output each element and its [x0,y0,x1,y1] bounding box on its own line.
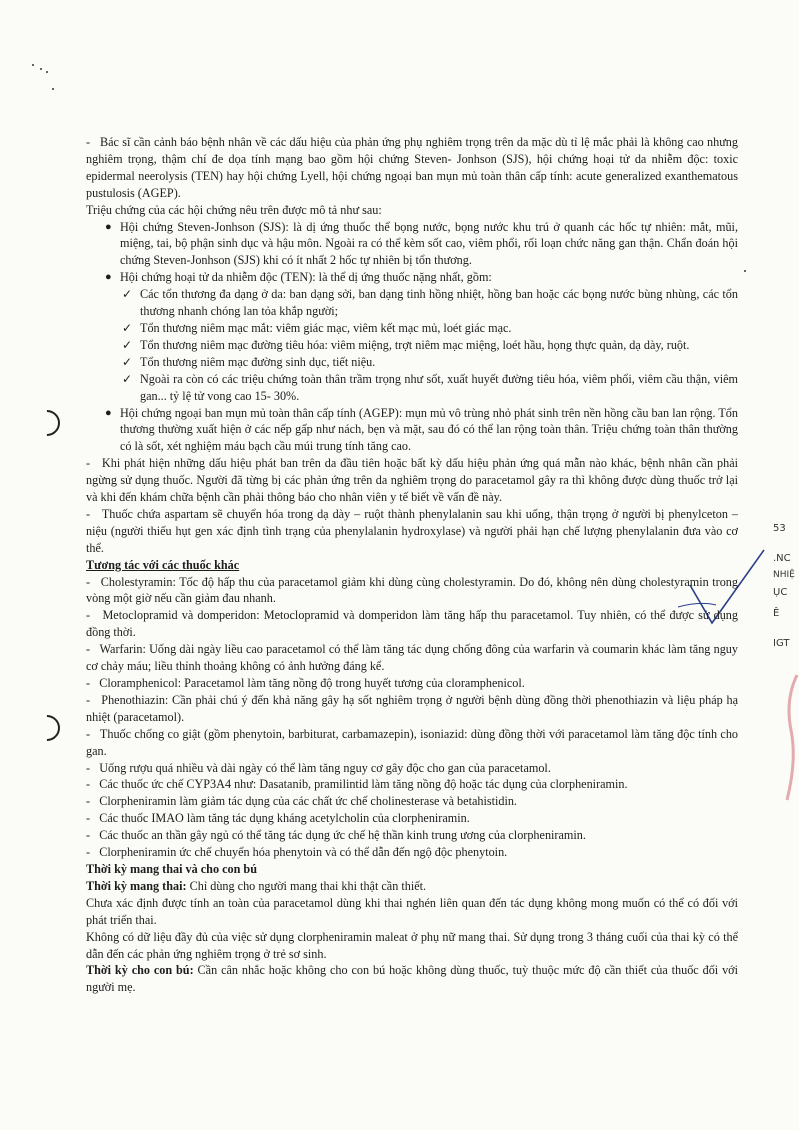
interaction-item: - Các thuốc ức chế CYP3A4 như: Dasatanib, pramilintid làm tăng nồng độ hoặc tác dụng của clorpheniramin. [86,777,628,792]
margin-fragment: 53 [773,523,786,534]
margin-fragment: NHIỆ [773,570,795,580]
interaction-text: Cholestyramin: Tốc độ hấp thu của paracetamol giảm khi dùng cùng cholestyramin. Do đó, không nên dùng cholestyramin trong vòng một giờ nếu cần giảm đau nhanh. [86,574,738,606]
interaction-text: Thuốc chống co giật (gồm phenytoin, barbiturat, carbamazepin), isoniazid: dùng đồng thời với paracetamol làm tăng độc tính cho gan. [86,726,739,758]
interaction-text: Cloramphenicol: Paracetamol làm tăng nồng độ trong huyết tương của cloramphenicol. [99,676,525,690]
interaction-text: Phenothiazin: Cần phải chú ý đến khả năng gây hạ sốt nghiêm trọng ở người bệnh dùng đồng thời phenothiazin và liệu pháp hạ nhiệt (paracetamol). [86,692,738,724]
checkmark-icon: ✓ [122,337,133,352]
interaction-item: - Cholestyramin: Tốc độ hấp thu của paracetamol giảm khi dùng cùng cholestyramin. Do đó, không nên dùng cholestyramin trong vòng một giờ nếu cần giảm đau nhanh. [86,574,738,606]
pregnancy-text: Chỉ dùng cho người mang thai khi thật cần thiết. [186,878,427,893]
interaction-item: - Clorpheniramin làm giảm tác dụng của các chất ức chế cholinesterase và betahistidin. [86,794,517,809]
pregnancy-label: Thời kỳ mang thai: [86,878,187,893]
interaction-text: Metoclopramid và domperidon: Metoclopramid và domperidon làm tăng hấp thu paracetamol. Tuy nhiên, có thể được sử dụng đồng thời. [86,608,738,640]
interaction-item: - Clorpheniramin ức chế chuyển hóa phenytoin và có thể dẫn đến ngộ độc phenytoin. [86,845,508,860]
red-stamp-edge [781,670,799,810]
scan-speck [32,64,34,66]
ten-item-text: Ngoài ra còn có các triệu chứng toàn thân trầm trọng như sốt, xuất huyết đường tiêu hóa, viêm phổi, viêm cầu thận, viêm gan... tỷ lệ tử vong cao 15- 30%. [140,371,738,403]
checkmark-icon: ✓ [122,320,133,335]
ten-item [86,354,738,371]
interaction-item: - Các thuốc an thần gây ngủ có thể tăng tác dụng ức chế hệ thần kinh trung ương của clorpheniramin. [86,828,586,843]
ten-item-text: Tổn thương niêm mạc mắt: viêm giác mạc, viêm kết mạc mủ, loét giác mạc. [140,320,512,335]
interaction-text: Clorpheniramin ức chế chuyển hóa phenytoin và có thể dẫn đến ngộ độc phenytoin. [99,845,508,860]
breastfeeding-label: Thời kỳ cho con bú: [86,963,194,978]
interaction-item: - Metoclopramid và domperidon: Metoclopramid và domperidon làm tăng hấp thu paracetamol. Tuy nhiên, có thể được sử dụng đồng thời. [86,608,738,640]
bullet-icon: ● [105,271,112,284]
interaction-text: Warfarin: Uống dài ngày liều cao paracetamol có thể làm tăng tác dụng chống đông của warfarin và coumarin khác làm tăng nguy cơ chảy máu; liều thỉnh thoảng không có ảnh hưởng đáng kể. [86,642,738,674]
aspartam-paragraph: - Thuốc chứa aspartam sẽ chuyển hóa trong dạ dày – ruột thành phenylalanin sau khi uống, thận trọng ở người bị phenylceton – niệu (người thiếu hụt gen xác định tình trạng của phenylalanin hydroxylase) và người phải hạn chế lượng phenylalanin đưa vào cơ thể. [86,506,738,555]
bullet-icon: ● [105,406,112,419]
interactions-heading: Tương tác với các thuốc khác [86,557,240,572]
breastfeeding-text: Cần cân nhắc hoặc không cho con bú hoặc không dùng thuốc, tuỳ thuộc mức độ cần thiết của thuốc đối với người mẹ. [86,963,738,995]
scan-speck [744,270,746,272]
ten-item [86,320,738,337]
ten-item-text: Tổn thương niêm mạc đường sinh dục, tiết niệu. [140,354,376,369]
scan-speck [40,68,42,70]
margin-fragment: IGT [773,638,790,649]
checkmark-icon: ✓ [122,287,133,302]
margin-fragment: Ê [773,608,780,619]
interaction-item: - Phenothiazin: Cần phải chú ý đến khả năng gây hạ sốt nghiêm trọng ở người bệnh dùng đồng thời phenothiazin và liệu pháp hạ nhiệt (paracetamol). [86,692,738,724]
interaction-text: Clorpheniramin làm giảm tác dụng của các chất ức chế cholinesterase và betahistidin. [99,794,517,809]
interaction-item: - Uống rượu quá nhiều và dài ngày có thể làm tăng nguy cơ gây độc cho gan của paracetamol. [86,760,551,775]
interaction-item: - Cloramphenicol: Paracetamol làm tăng nồng độ trong huyết tương của cloramphenicol. [86,676,525,690]
bullet-agep [86,405,738,456]
ten-item-text: Tổn thương niêm mạc đường tiêu hóa: viêm miệng, trợt niêm mạc miệng, loét hầu, họng thực quản, dạ dày, ruột. [140,337,690,352]
warning-paragraph: - Bác sĩ cần cảnh báo bệnh nhân về các dấu hiệu của phản ứng phụ nghiêm trọng trên da mặc dù tỉ lệ mắc phải là không cao nhưng nghiêm trọng, thậm chí đe dọa tính mạng bao gồm hội chứng Steven- Jonhson (SJS), hội chứng hoại tử da nhiễm độc: toxic epidermal neerolysis (TEN) hay hội chứng Lyell, hội chứng ngoại ban mụn mủ toàn thân cấp tính: acute generalized exanthematous pustulosis (AGEP). [86,135,738,200]
interaction-item: - Thuốc chống co giật (gồm phenytoin, barbiturat, carbamazepin), isoniazid: dùng đồng thời với paracetamol làm tăng độc tính cho gan. [86,726,739,758]
interaction-text: Uống rượu quá nhiều và dài ngày có thể làm tăng nguy cơ gây độc cho gan của paracetamol. [99,760,551,775]
bullet-sjs [86,219,738,270]
binder-hole-mark [29,405,66,442]
pregnancy-safety-paragraph: Chưa xác định được tính an toàn của paracetamol dùng khi thai nghén liên quan đến tác dụng không mong muốn có thể có đối với phát triển thai. [86,895,738,927]
bullet-icon: ● [105,220,112,233]
sjs-text: Hội chứng Steven-Jonhson (SJS): là dị ứng thuốc thể bọng nước, bọng nước khu trú ở quanh các hốc tự nhiên: mắt, mũi, miệng, tai, bộ phận sinh dục và hậu môn. Ngoài ra có thể kèm sốt cao, viêm phổi, rối loạn chức năng gan thận. Chẩn đoán hội chứng Steven-Jonhson (SJS) khi có ít nhất 2 hốc tự nhiên bị tổn thương. [120,219,738,268]
ten-lead-text: Hội chứng hoại tử da nhiễm độc (TEN): là thể dị ứng thuốc nặng nhất, gồm: [120,270,492,285]
bullet-ten [86,269,738,286]
document-body [86,134,738,996]
intro-text: Bác sĩ cần cảnh báo bệnh nhân về các dấu hiệu của phản ứng phụ nghiêm trọng trên da mặc dù tỉ lệ mắc phải là không cao nhưng nghiêm trọng, thậm chí đe dọa tính mạng bao gồm hội chứng Steven- Jonhson (SJS), hội chứng hoại tử da nhiễm độc: toxic epidermal neerolysis (TEN) hay hội chứng Lyell, hội chứng ngoại ban mụn mủ toàn thân cấp tính: acute generalized exanthematous pustulosis (AGEP). [86,135,738,200]
aspartam-text: Thuốc chứa aspartam sẽ chuyển hóa trong dạ dày – ruột thành phenylalanin sau khi uống, thận trọng ở người bị phenylceton – niệu (người thiếu hụt gen xác định tình trạng của phenylalanin hydroxylase) và người phải hạn chế lượng phenylalanin đưa vào cơ thể. [86,506,738,555]
ten-item-text: Các tổn thương đa dạng ở da: ban dạng sởi, ban dạng tinh hồng nhiệt, hồng ban hoặc các bọng nước bùng nhùng, các tổn thương nhanh chóng lan tỏa khắp người; [140,287,738,319]
checkmark-icon: ✓ [122,354,133,369]
pregnancy-paragraph [86,878,738,895]
margin-fragment: .NC [773,553,791,564]
margin-fragment: ỤC [773,587,788,598]
breastfeeding-paragraph [86,962,738,996]
binder-hole-mark [29,710,66,747]
pregnancy-data-paragraph: Không có dữ liệu đầy đủ của việc sử dụng clorpheniramin maleat ở phụ nữ mang thai. Sử dụng trong 3 tháng cuối của thai kỳ có thể dẫn đến các phản ứng nghiêm trọng ở trẻ sơ sinh. [86,929,738,961]
interaction-item: - Warfarin: Uống dài ngày liều cao paracetamol có thể làm tăng tác dụng chống đông của warfarin và coumarin khác làm tăng nguy cơ chảy máu; liều thỉnh thoảng không có ảnh hưởng đáng kể. [86,642,738,674]
checkmark-icon: ✓ [122,371,133,386]
scan-speck [46,71,48,73]
ten-item [86,371,738,405]
scan-speck [52,88,54,90]
stop-use-paragraph: - Khi phát hiện những dấu hiệu phát ban trên da đầu tiên hoặc bất kỳ dấu hiệu phản ứng quá mẫn nào khác, bệnh nhân cần phải ngừng sử dụng thuốc. Người đã từng bị các phản ứng trên da nghiêm trọng do paracetamol gây ra thì không được dùng thuốc trở lại và khi đến khám chữa bệnh cần phải thông báo cho nhân viên y tế biết về vấn đề này. [86,456,738,505]
symptoms-lead: Triệu chứng của các hội chứng nêu trên được mô tả như sau: [86,202,382,217]
ten-item [86,286,738,320]
interaction-text: Các thuốc ức chế CYP3A4 như: Dasatanib, pramilintid làm tăng nồng độ hoặc tác dụng của clorpheniramin. [99,777,628,792]
stop-use-text: Khi phát hiện những dấu hiệu phát ban trên da đầu tiên hoặc bất kỳ dấu hiệu phản ứng quá mẫn nào khác, bệnh nhân cần phải ngừng sử dụng thuốc. Người đã từng bị các phản ứng trên da nghiêm trọng do paracetamol gây ra thì không được dùng thuốc trở lại và khi đến khám chữa bệnh cần phải thông báo cho nhân viên y tế biết về vấn đề này. [86,456,738,505]
interaction-item: - Các thuốc IMAO làm tăng tác dụng kháng acetylcholin của clorpheniramin. [86,811,470,826]
interaction-text: Các thuốc an thần gây ngủ có thể tăng tác dụng ức chế hệ thần kinh trung ương của clorpheniramin. [99,828,586,843]
pregnancy-heading: Thời kỳ mang thai và cho con bú [86,861,257,876]
interaction-text: Các thuốc IMAO làm tăng tác dụng kháng acetylcholin của clorpheniramin. [99,811,470,826]
ten-item [86,337,738,354]
agep-text: Hội chứng ngoại ban mụn mủ toàn thân cấp tính (AGEP): mụn mủ vô trùng nhỏ phát sinh trên nền hồng cầu ban lan rộng. Tổn thương thường xuất hiện ở các nếp gấp như nách, bẹn và mặt, sau đó có thể lan rộng toàn thân. Triệu chứng toàn thân thường có là sốt, xét nghiệm máu bạch cầu múi trung tính tăng cao. [120,405,738,454]
